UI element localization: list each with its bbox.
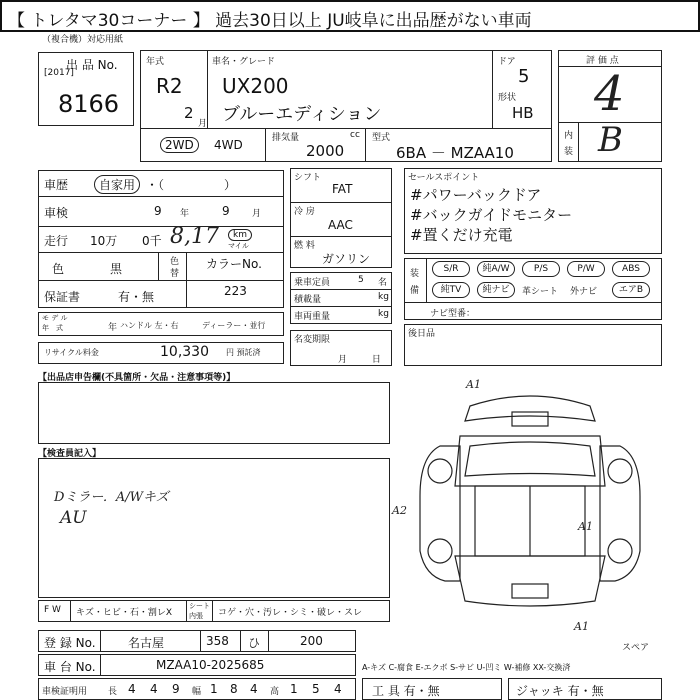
navi-label: ナビ型番： <box>430 309 476 319</box>
fw-values: キズ・ヒビ・石・割レX <box>76 608 172 618</box>
equip-navi: 純ナビ <box>477 282 515 298</box>
cert-c1: 4 <box>128 682 136 696</box>
reg-label: 登 録 No. <box>44 636 96 650</box>
cert-c6: 8 <box>230 682 238 696</box>
mark-a1-top: A1 <box>466 378 481 391</box>
equip-sr: S/R <box>432 261 470 277</box>
month: 2 <box>184 104 194 122</box>
cert-c9: 1 <box>290 682 298 696</box>
sales-point-2: #バックガイドモニター <box>410 206 573 224</box>
spare-label: スペア <box>622 643 650 653</box>
mileage-zero: 0千 <box>142 234 162 248</box>
insp-m: 月 <box>252 209 262 219</box>
displacement-label: 排気量 <box>272 133 300 143</box>
equip-tv: 純TV <box>432 282 470 298</box>
cert-c7: 4 <box>250 682 258 696</box>
equip-label-2: 備 <box>410 286 420 296</box>
capacity-label: 乗車定員 <box>294 278 331 288</box>
drive-2wd: 2WD <box>160 137 199 153</box>
color-value: 黒 <box>110 262 123 276</box>
mark-a1-bottom: A1 <box>574 620 589 633</box>
reg-class: 358 <box>206 634 229 648</box>
shift: FAT <box>332 182 353 196</box>
cert-c2: 4 <box>150 682 158 696</box>
model-label-2: 年 式 <box>42 324 63 332</box>
seller-label: 【出品店申告欄(不具箇所・欠品・注意事項等)】 <box>38 373 236 383</box>
banner-text: 【 トレタマ30コーナー 】 過去30日以上 JU岐阜に出品歴がない車両 <box>8 11 532 31</box>
inspector-label: 【検査員記入】 <box>38 449 102 459</box>
equip-airbag: エアB <box>612 282 650 298</box>
drive-4wd: 4WD <box>214 138 243 152</box>
jack-label: ジャッキ 有・無 <box>516 684 604 698</box>
equip-extnavi: 外ナビ <box>570 287 598 297</box>
later-box <box>404 324 662 366</box>
sales-point-1: #パワーバックドア <box>410 186 542 204</box>
model: UX200 <box>222 74 289 98</box>
warranty-value: 有・無 <box>118 290 155 304</box>
mark-a2-left: A2 <box>392 504 407 517</box>
mileage-mile: マイル <box>228 242 249 250</box>
legend: A-キズ C-腐食 E-エクボ S-サビ U-凹ミ W-補修 XX-交換済 <box>362 663 571 672</box>
interior-label-1: 内 <box>564 131 574 141</box>
mark-a1-right: A1 <box>578 520 593 533</box>
color-side-1: 色 <box>170 257 180 267</box>
equip-abs: ABS <box>612 261 650 277</box>
lot-label: 出 品 No. <box>66 58 118 72</box>
interior-label-2: 装 <box>564 147 574 157</box>
inspection-label: 車検 <box>44 206 69 220</box>
reg-num: 200 <box>300 634 323 648</box>
year-label: 年式 <box>146 57 165 67</box>
shape: HB <box>512 104 534 122</box>
type-label: 型式 <box>372 133 391 143</box>
insp-month: 9 <box>222 204 230 218</box>
handle-label: ハンドル 左・右 <box>120 321 179 330</box>
change-label: 名変期限 <box>294 335 331 345</box>
equip-leather: 革シート <box>522 287 559 297</box>
chassis: MZAA10-2025685 <box>156 658 265 672</box>
history-rest: ・（ ） <box>146 178 237 192</box>
seller-box <box>38 382 390 444</box>
name-label: 車名・グレード <box>212 57 276 67</box>
color-no-label: カラーNo. <box>206 257 262 271</box>
cert-label: 車検証明用 <box>42 687 88 697</box>
equip-aw: 純A/W <box>477 261 515 277</box>
lot-number: 8166 <box>58 90 120 118</box>
fuel-label: 燃 料 <box>294 241 315 251</box>
inspector-line-2: AU <box>60 508 87 528</box>
mileage-hand: 8,17 <box>170 224 219 249</box>
reg-kana: ひ <box>248 636 261 650</box>
mileage-label: 走行 <box>44 234 69 248</box>
weight-unit: kg <box>378 309 389 319</box>
inspector-line-1: Dミラー．A/Wキズ <box>54 490 169 505</box>
insp-year: 9 <box>154 204 162 218</box>
color-side-2: 替 <box>170 269 180 279</box>
inspector-box <box>38 458 390 598</box>
doors: 5 <box>518 66 530 87</box>
car-diagram <box>400 376 660 626</box>
load-label: 積載量 <box>294 295 322 305</box>
door-label: ドア <box>498 57 516 67</box>
history-label: 車歴 <box>44 178 69 192</box>
mileage-km: km <box>228 229 252 241</box>
lot-bracket: [2017] <box>44 68 74 78</box>
change-unit: 月 日 <box>338 355 381 365</box>
cert-c3: 9 <box>172 682 180 696</box>
recycle-value: 10,330 <box>160 344 209 360</box>
fuel: ガソリン <box>322 252 371 266</box>
recycle-label: リサイクル料金 <box>44 348 99 357</box>
equip-pw: P/W <box>567 261 605 277</box>
sales-point-3: #置くだけ充電 <box>410 226 513 244</box>
dealer-label: ディーラー・並行 <box>202 321 266 330</box>
fw-label: F W <box>44 605 61 615</box>
tools-label: 工 具 有・無 <box>372 684 440 698</box>
mileage-man: 10万 <box>90 234 118 248</box>
cert-c10: 5 <box>312 682 320 696</box>
chassis-label: 車 台 No. <box>44 660 96 674</box>
weight-label: 車両重量 <box>294 312 331 322</box>
color-no: 223 <box>224 284 247 298</box>
sales-label: セールスポイント <box>408 173 480 183</box>
cert-c11: 4 <box>334 682 342 696</box>
sheet-values: コゲ・穴・汚レ・シミ・破レ・スレ <box>218 608 363 618</box>
history-value: 自家用 <box>94 175 140 194</box>
cc-label: cc <box>350 130 360 140</box>
shape-label: 形状 <box>498 93 517 103</box>
interior-grade: B <box>598 120 623 160</box>
cert-c5: 1 <box>210 682 218 696</box>
model-label-1: モ デ ル <box>42 314 68 322</box>
reg-city: 名古屋 <box>128 636 165 650</box>
ac-label: 冷 房 <box>294 207 315 217</box>
subtitle: （複合機）対応用紙 <box>42 35 124 45</box>
type-code: 6BA － MZAA10 <box>396 144 514 162</box>
warranty-label: 保証書 <box>44 290 81 304</box>
model-year-unit: 年 <box>108 323 118 333</box>
load-unit: kg <box>378 292 389 302</box>
capacity: 5 <box>358 275 364 285</box>
insp-y: 年 <box>180 209 190 219</box>
sheet-label-1: シート <box>189 602 210 610</box>
cert-c0: 長 <box>108 687 118 697</box>
grade-label: 評 価 点 <box>586 56 619 66</box>
month-unit: 月 <box>198 119 208 129</box>
era: R2 <box>156 74 183 98</box>
capacity-unit: 名 <box>378 278 388 288</box>
recycle-unit: 円 預託済 <box>226 348 261 357</box>
ac: AAC <box>328 218 353 232</box>
cert-c8: 高 <box>270 687 280 697</box>
grade-score: 4 <box>594 66 625 122</box>
sheet-label-2: 内張 <box>189 612 203 620</box>
displacement: 2000 <box>306 142 345 160</box>
cert-c4: 幅 <box>192 687 202 697</box>
shift-label: シフト <box>294 173 322 183</box>
color-label: 色 <box>52 262 65 276</box>
grade: ブルーエディション <box>222 104 382 125</box>
equip-label-1: 装 <box>410 269 420 279</box>
later-label: 後日品 <box>408 329 436 339</box>
equip-ps: P/S <box>522 261 560 277</box>
